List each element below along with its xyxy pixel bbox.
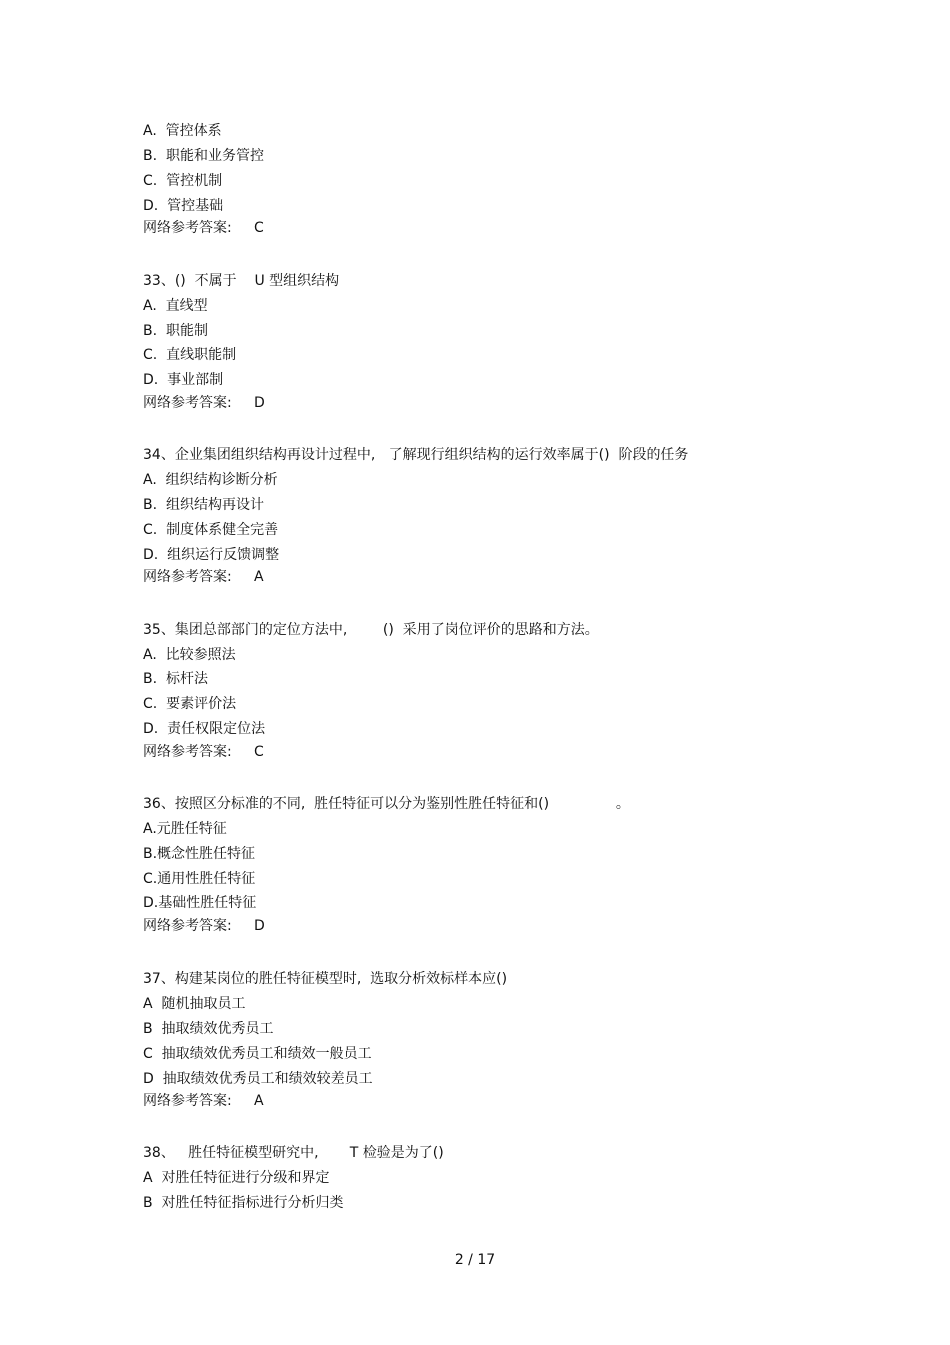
question-33: 33、() 不属于 U 型组织结构 — [143, 273, 340, 289]
option-b: B. 标杆法 — [143, 671, 208, 687]
option-c: C. 要素评价法 — [143, 696, 237, 712]
question-38: 38、 胜任特征模型研究中, T 检验是为了() — [143, 1145, 444, 1161]
option-a: A 随机抽取员工 — [143, 996, 246, 1012]
question-34: 34、企业集团组织结构再设计过程中, 了解现行组织结构的运行效率属于() 阶段的任务 — [143, 447, 689, 463]
option-b: B 抽取绩效优秀员工 — [143, 1021, 274, 1037]
option-d: D. 事业部制 — [143, 372, 224, 388]
option-c: C. 制度体系健全完善 — [143, 522, 279, 538]
option-d: D 抽取绩效优秀员工和绩效较差员工 — [143, 1071, 373, 1087]
option-d: D. 管控基础 — [143, 198, 224, 214]
option-d: D. 责任权限定位法 — [143, 721, 266, 737]
answer-line: 网络参考答案: C — [143, 744, 264, 760]
option-d: D. 组织运行反馈调整 — [143, 547, 280, 563]
answer-line: 网络参考答案: D — [143, 918, 265, 934]
option-b: B.概念性胜任特征 — [143, 846, 256, 862]
option-b: B 对胜任特征指标进行分析归类 — [143, 1195, 344, 1211]
option-a: A. 比较参照法 — [143, 647, 236, 663]
option-a: A. 直线型 — [143, 298, 208, 314]
option-c: C. 直线职能制 — [143, 347, 237, 363]
option-a: A. 管控体系 — [143, 123, 222, 139]
option-a: A. 组织结构诊断分析 — [143, 472, 278, 488]
question-36: 36、按照区分标准的不同, 胜任特征可以分为鉴别性胜任特征和() 。 — [143, 796, 630, 812]
option-a: A.元胜任特征 — [143, 821, 227, 837]
option-b: B. 职能制 — [143, 323, 208, 339]
option-c: C. 管控机制 — [143, 173, 223, 189]
page-number: 2 / 17 — [454, 1252, 496, 1268]
answer-line: 网络参考答案: A — [143, 569, 264, 585]
option-b: B. 职能和业务管控 — [143, 148, 264, 164]
answer-line: 网络参考答案: D — [143, 395, 265, 411]
option-c: C 抽取绩效优秀员工和绩效一般员工 — [143, 1046, 372, 1062]
question-35: 35、集团总部部门的定位方法中, () 采用了岗位评价的思路和方法。 — [143, 622, 599, 638]
option-a: A 对胜任特征进行分级和界定 — [143, 1170, 330, 1186]
option-b: B. 组织结构再设计 — [143, 497, 264, 513]
option-d: D.基础性胜任特征 — [143, 895, 257, 911]
question-37: 37、构建某岗位的胜任特征模型时, 选取分析效标样本应() — [143, 971, 508, 987]
answer-line: 网络参考答案: C — [143, 220, 264, 236]
answer-line: 网络参考答案: A — [143, 1093, 264, 1109]
option-c: C.通用性胜任特征 — [143, 871, 256, 887]
